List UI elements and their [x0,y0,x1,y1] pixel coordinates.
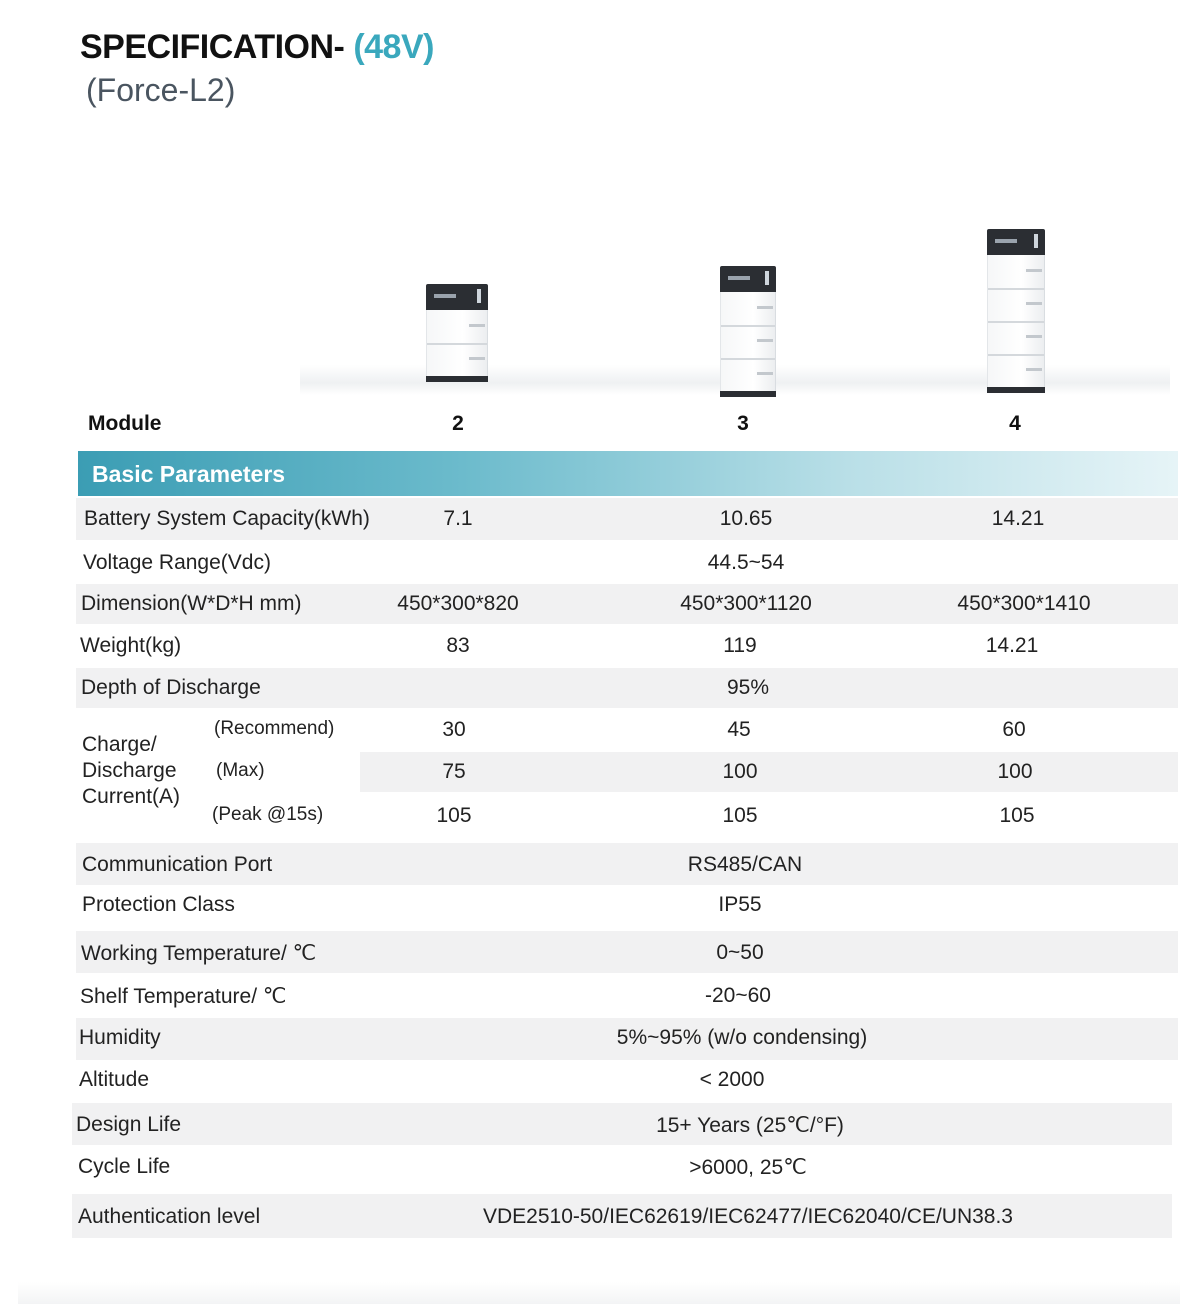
row-label: Shelf Temperature/ ℃ [80,985,287,1008]
table-row-humidity [76,1018,1178,1060]
module-label: Module [88,412,162,435]
cell-value: 15+ Years (25℃/°F) [656,1114,844,1137]
table-row-cycle-life [72,1147,1172,1189]
row-label: Working Temperature/ ℃ [81,942,317,965]
model-name: (Force-L2) [86,72,236,108]
table-row-voltage [76,542,1178,582]
cell-value: 60 [1002,718,1026,741]
sub-label-max: (Max) [216,760,265,781]
battery-image-2-modules [426,284,488,382]
cell-value: 83 [446,634,470,657]
cell-value: 44.5~54 [707,551,785,574]
table-row-design-life [72,1103,1172,1145]
table-row-auth [72,1194,1172,1238]
cell-value: 450*300*1410 [957,592,1091,615]
module-count-2: 2 [452,412,464,435]
cell-value: 0~50 [716,941,764,964]
title-text: SPECIFICATION- [80,28,345,66]
table-row-comm [76,843,1178,885]
cell-value: VDE2510-50/IEC62619/IEC62477/IEC62040/CE/UN38.3 [482,1205,1013,1228]
row-label: Cycle Life [78,1155,171,1178]
cell-value: 5%~95% (w/o condensing) [616,1026,868,1049]
cell-value: -20~60 [705,984,771,1007]
battery-image-4-modules [987,229,1045,393]
row-label: Protection Class [82,893,235,916]
row-label: Weight(kg) [80,634,182,657]
row-label: Authentication level [78,1205,261,1228]
row-label: Depth of Discharge [81,676,261,699]
table-row-dimension [76,584,1178,624]
current-label-line3: Current(A) [82,785,181,808]
battery-image-3-modules [720,266,776,397]
cell-value: >6000, 25℃ [689,1156,807,1179]
module-count-4: 4 [1009,412,1021,435]
cell-value: 10.65 [719,507,773,530]
cell-value: 100 [997,760,1033,783]
row-label: Humidity [79,1026,161,1049]
cell-value: 7.1 [443,507,473,530]
row-label: Design Life [76,1113,182,1136]
current-label-line2: Discharge [82,759,177,782]
row-label: Dimension(W*D*H mm) [81,592,302,615]
table-row-protection [76,886,1178,926]
cell-value: RS485/CAN [687,853,803,876]
row-label: Communication Port [82,853,273,876]
table-row-shelf-temp [76,975,1178,1015]
cell-value: 100 [722,760,758,783]
cell-value: 30 [442,718,466,741]
cell-value: 105 [999,804,1035,827]
sub-label-recommend: (Recommend) [214,718,335,739]
cell-value: 14.21 [985,634,1039,657]
row-label: Voltage Range(Vdc) [83,551,271,574]
section-title: Basic Parameters [92,461,286,487]
title-voltage: (48V) [353,28,434,66]
row-label: Battery System Capacity(kWh) [84,507,370,530]
module-header-row [0,412,1198,444]
module-count-3: 3 [737,412,749,435]
sub-label-peak: (Peak @15s) [212,804,324,825]
cell-value: 75 [442,760,466,783]
cell-value: 105 [722,804,758,827]
table-row-altitude [76,1062,1178,1102]
cell-value: 450*300*1120 [680,592,812,615]
footer-band [18,1282,1180,1304]
table-row-dod [76,668,1178,708]
cell-value: 45 [727,718,751,741]
table-row-capacity [76,498,1178,540]
table-row-weight [76,626,1178,666]
cell-value: IP55 [718,893,762,916]
section-header [78,451,1178,496]
cell-value: 119 [723,634,757,657]
row-label-current [82,732,180,810]
product-images [0,0,1198,400]
cell-value: 450*300*820 [397,592,519,615]
cell-value: 14.21 [991,507,1045,530]
cell-value: < 2000 [699,1068,765,1091]
current-label-line1: Charge/ [82,733,157,756]
table-row-current [76,710,1178,838]
row-label: Altitude [79,1068,150,1091]
table-row-working-temp [76,931,1178,973]
cell-value: 105 [436,804,472,827]
cell-value: 95% [726,676,770,699]
